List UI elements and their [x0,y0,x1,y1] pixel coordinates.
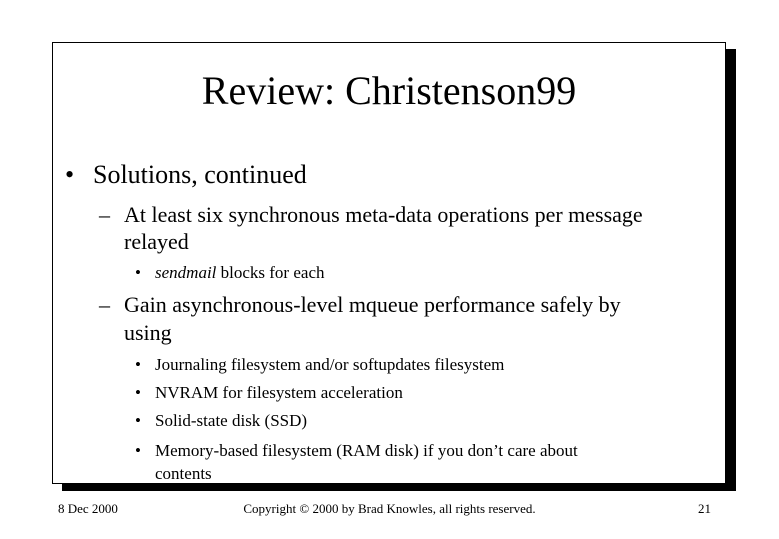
level3-item2-sub1: Journaling filesystem and/or softupdates filesystem [155,355,505,374]
bullet-dot-icon: • [135,383,141,402]
level2-item2-line2: using [124,320,172,345]
level2-item2-line1: Gain asynchronous-level mqueue performance safely by [124,292,621,317]
dash-icon: – [99,292,110,317]
level1-bullet-text: Solutions, continued [93,160,307,189]
bullet-dot-icon: • [135,263,141,282]
level3-item1-sub1-rest: blocks for each [216,263,325,282]
slide-panel [52,42,726,484]
level3-item1-sub1 [155,262,324,284]
level2-item1-line2: relayed [124,229,189,254]
dash-icon: – [99,202,110,227]
footer-page-number: 21 [698,501,711,516]
bullet-dot-icon: • [65,160,75,189]
bullet-dot-icon: • [135,441,141,460]
footer-date: 8 Dec 2000 [58,501,118,516]
level3-item2-sub4-line2: contents [155,464,212,483]
sendmail-emphasis: sendmail [155,263,217,282]
level2-item1-line1: At least six synchronous meta-data operations per message [124,202,643,227]
footer-copyright: Copyright © 2000 by Brad Knowles, all rights reserved. [243,501,536,516]
level3-item2-sub3: Solid-state disk (SSD) [155,411,308,430]
slide-title: Review: Christenson99 [201,68,577,113]
level3-item2-sub2: NVRAM for filesystem acceleration [155,383,403,402]
bullet-dot-icon: • [135,355,141,374]
level3-item2-sub4-line1: Memory-based filesystem (RAM disk) if you don’t care about [155,441,578,460]
bullet-dot-icon: • [135,411,141,430]
